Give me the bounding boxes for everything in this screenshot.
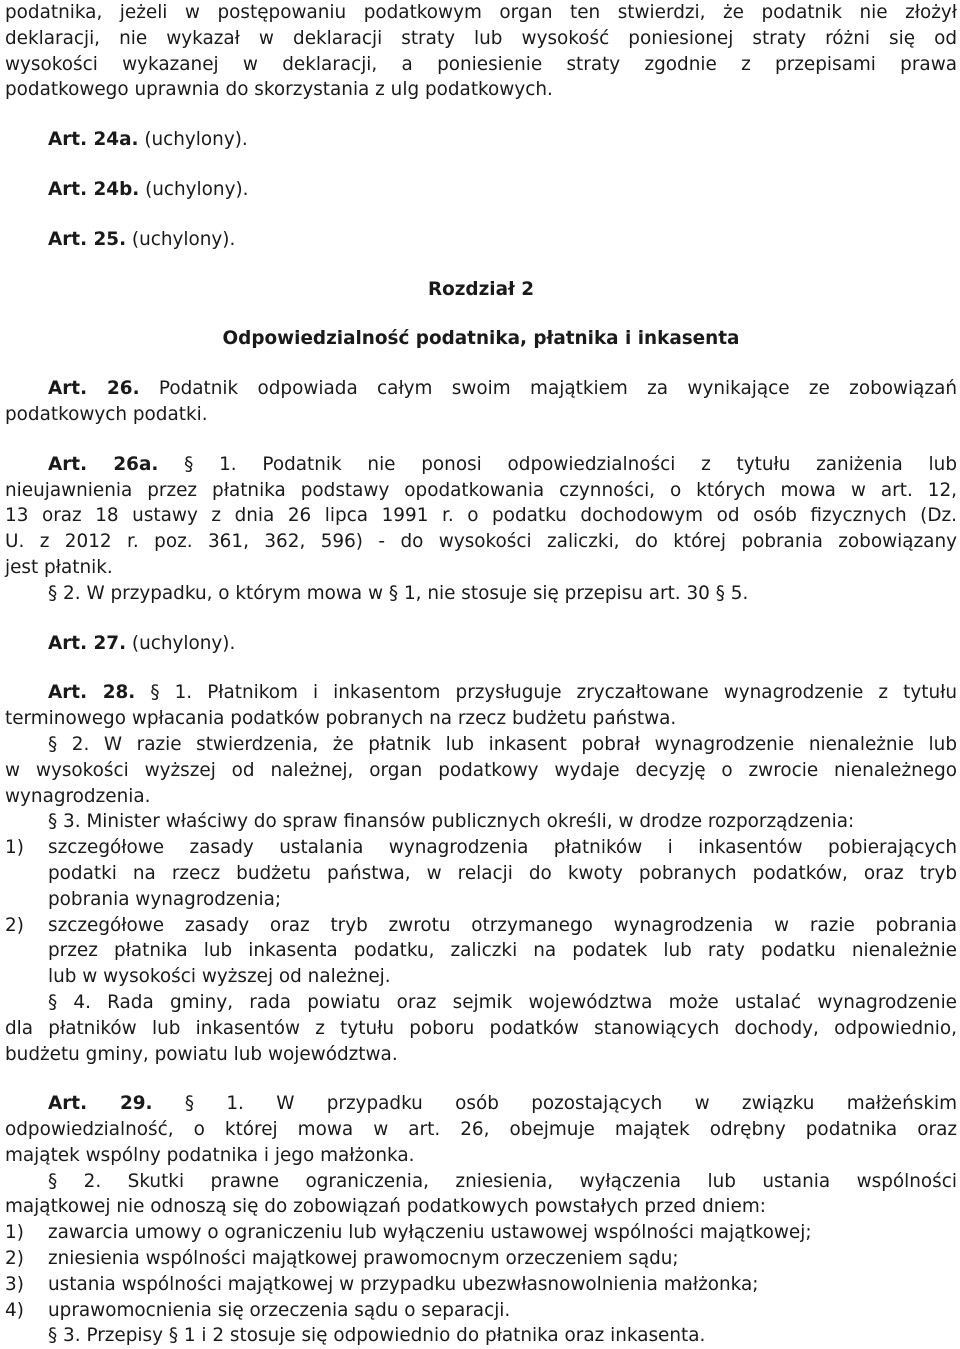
- document-page: [5, 0, 957, 1349]
- text-line: § 4. Rada gminy, rada powiatu oraz sejmik województwa może ustalać wynagrodzenie: [48, 991, 957, 1013]
- text-line: podatkowych podatki.: [5, 403, 208, 425]
- text-line: odpowiedzialność, o której mowa w art. 26, obejmuje majątek odrębny podatnika oraz: [5, 1119, 957, 1141]
- text-line: Art. 26. Podatnik odpowiada całym swoim majątkiem za wynikające ze zobowiązań: [48, 378, 957, 400]
- text-line: w wysokości wyższej od należnej, organ podatkowy wydaje decyzję o zwrocie nienależnego: [5, 759, 957, 781]
- list-item: 2) szczegółowe zasady oraz tryb zwrotu otrzymanego wynagrodzenia w razie pobrania przez płatnika lub inkasenta podatku, zaliczki na podatek lub raty podatku nienależnie lub w wysokości wyższej od należnej.: [5, 913, 957, 990]
- text-line: podatkowego uprawnia do skorzystania z ulg podatkowych.: [5, 79, 553, 101]
- text-line: deklaracji, nie wykazał w deklaracji straty lub wysokość poniesionej straty różni się od: [5, 27, 957, 49]
- article-text: (uchylony).: [138, 129, 248, 151]
- text-line: przez płatnika lub inkasenta podatku, zaliczki na podatek lub raty podatku nienależnie: [48, 940, 957, 962]
- text-line: § 2. W przypadku, o którym mowa w § 1, nie stosuje się przepisu art. 30 § 5.: [48, 582, 749, 604]
- text-line: lub w wysokości wyższej od należnej.: [48, 966, 391, 988]
- article-number: Art. 24b.: [48, 178, 140, 200]
- article-number: Art. 24a.: [48, 129, 139, 151]
- text-line: U. z 2012 r. poz. 361, 362, 596) - do wysokości zaliczki, do której pobrania zobowiązany: [5, 531, 957, 553]
- text-line: Art. 29. § 1. W przypadku osób pozostających w związku małżeńskim: [48, 1093, 957, 1115]
- list-item: 4) uprawomocnienia się orzeczenia sądu o separacji.: [5, 1299, 511, 1321]
- article-number: Art. 26a.: [48, 453, 159, 475]
- chapter-number: Rozdział 2: [427, 278, 535, 300]
- text-line: podatki na rzecz budżetu państwa, w relacji do kwoty pobranych podatków, oraz tryb: [48, 862, 957, 884]
- text-line: wynagrodzenia.: [5, 785, 151, 807]
- article-text: (uchylony).: [139, 178, 249, 200]
- article-25: [5, 227, 957, 253]
- article-text: (uchylony).: [126, 228, 236, 250]
- article-24a: [5, 127, 957, 153]
- text-line: szczegółowe zasady oraz tryb zwrotu otrzymanego wynagrodzenia w razie pobrania: [48, 914, 957, 936]
- article-27: [5, 631, 957, 657]
- article-number: Art. 27.: [48, 632, 127, 654]
- text-line: jest płatnik.: [5, 556, 113, 578]
- article-24b: [5, 177, 957, 203]
- text-line: majątek wspólny podatnika i jego małżonka.: [5, 1144, 415, 1166]
- text-line: § 2. W razie stwierdzenia, że płatnik lub inkasent pobrał wynagrodzenie nienależnie lub: [48, 733, 958, 755]
- text-line: podatnika, jeżeli w postępowaniu podatkowym organ ten stwierdzi, że podatnik nie złożył: [5, 2, 957, 23]
- list-item: 3) ustania wspólności majątkowej w przypadku ubezwłasnowolnienia małżonka;: [5, 1273, 759, 1295]
- chapter-title: Odpowiedzialność podatnika, płatnika i inkasenta: [222, 328, 740, 350]
- list-item: 1) szczegółowe zasady ustalania wynagrodzenia płatników i inkasentów pobierających podatki na rzecz budżetu państwa, w relacji do kwoty pobranych podatków, oraz tryb pobrania wynagrodzenia;: [5, 835, 957, 912]
- article-text: (uchylony).: [126, 632, 236, 654]
- text-line: Art. 26a. § 1. Podatnik nie ponosi odpowiedzialności z tytułu zaniżenia lub: [48, 453, 957, 475]
- text-line: § 2. Skutki prawne ograniczenia, zniesienia, wyłączenia lub ustania wspólności: [48, 1170, 957, 1192]
- text-line: nieujawnienia przez płatnika podstawy opodatkowania czynności, o których mowa w art. 12,: [5, 479, 957, 501]
- text-line: Art. 28. § 1. Płatnikom i inkasentom przysługuje zryczałtowane wynagrodzenie z tytułu: [48, 682, 957, 704]
- article-number: Art. 25.: [48, 228, 127, 250]
- text-line: budżetu gminy, powiatu lub województwa.: [5, 1043, 398, 1065]
- article-26: [5, 376, 957, 428]
- article-28: [5, 680, 957, 1067]
- continuation-paragraph: [5, 0, 957, 103]
- article-number: Art. 28.: [48, 682, 136, 704]
- list-item: 1) zawarcia umowy o ograniczeniu lub wyłączeniu ustawowej wspólności majątkowej;: [5, 1222, 812, 1244]
- article-29: [5, 1091, 957, 1349]
- list-item: 2) zniesienia wspólności majątkowej prawomocnym orzeczeniem sądu;: [5, 1248, 679, 1270]
- text-line: § 3. Przepisy § 1 i 2 stosuje się odpowiednio do płatnika oraz inkasenta.: [48, 1325, 706, 1347]
- article-26a: [5, 452, 957, 607]
- text-line: 13 oraz 18 ustawy z dnia 26 lipca 1991 r. o podatku dochodowym od osób fizycznych (Dz.: [5, 505, 957, 527]
- text-line: § 3. Minister właściwy do spraw finansów publicznych określi, w drodze rozporządzenia:: [48, 811, 855, 833]
- text-line: terminowego wpłacania podatków pobranych na rzecz budżetu państwa.: [5, 708, 677, 730]
- text-line: szczegółowe zasady ustalania wynagrodzenia płatników i inkasentów pobierających: [48, 837, 957, 859]
- text-line: wysokości wykazanej w deklaracji, a poniesienie straty zgodnie z przepisami prawa: [5, 53, 957, 75]
- text-line: majątkowej nie odnoszą się do zobowiązań podatkowych powstałych przed dniem:: [5, 1196, 766, 1218]
- text-line: pobrania wynagrodzenia;: [48, 888, 282, 910]
- text-line: dla płatników lub inkasentów z tytułu poboru podatków stanowiących dochody, odpowiednio,: [5, 1017, 957, 1039]
- article-number: Art. 26.: [48, 378, 140, 400]
- article-number: Art. 29.: [48, 1093, 153, 1115]
